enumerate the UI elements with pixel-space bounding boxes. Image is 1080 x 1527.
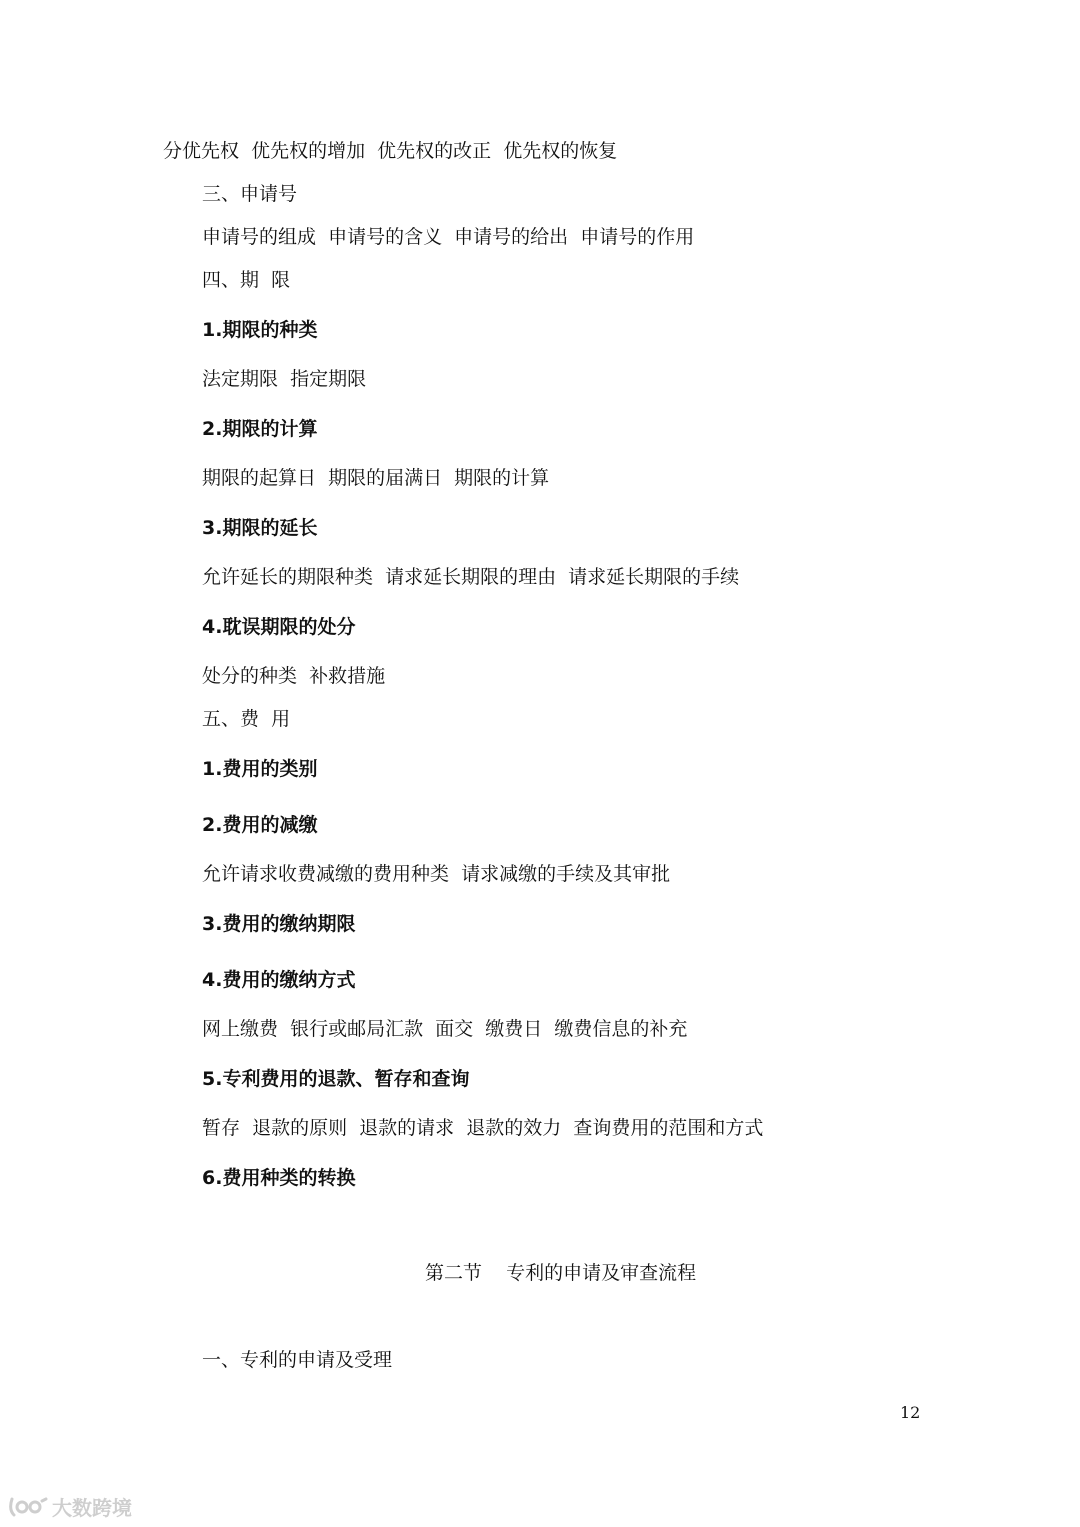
- text-line: 允许请求收费减缴的费用种类 请求减缴的手续及其审批: [202, 863, 671, 885]
- section-heading: 四、期 限: [202, 269, 291, 291]
- text-line: 处分的种类 补救措施: [202, 665, 386, 687]
- text-line: 暂存 退款的原则 退款的请求 退款的效力 查询费用的范围和方式: [202, 1117, 764, 1139]
- subsection-heading: 2.期限的计算: [202, 418, 318, 440]
- subsection-heading: 3.期限的延长: [202, 517, 318, 539]
- subsection-heading: 1.费用的类别: [202, 758, 318, 780]
- section-heading: 五、费 用: [202, 708, 291, 730]
- brand-logo-icon: [8, 1495, 48, 1519]
- text-line: 期限的起算日 期限的届满日 期限的计算: [202, 467, 550, 489]
- watermark-text: 大数跨境: [52, 1496, 132, 1520]
- subsection-heading: 4.费用的缴纳方式: [202, 969, 356, 991]
- text-line: 分优先权 优先权的增加 优先权的改正 优先权的恢复: [163, 140, 618, 162]
- subsection-heading: 1.期限的种类: [202, 319, 318, 341]
- section-heading: 三、申请号: [202, 183, 298, 205]
- subsection-heading: 5.专利费用的退款、暂存和查询: [202, 1068, 470, 1090]
- text-line: 网上缴费 银行或邮局汇款 面交 缴费日 缴费信息的补充: [202, 1018, 688, 1040]
- page-number: 12: [900, 1403, 921, 1422]
- chapter-subheading: 一、专利的申请及受理: [202, 1349, 393, 1371]
- text-line: 允许延长的期限种类 请求延长期限的理由 请求延长期限的手续: [202, 566, 740, 588]
- subsection-heading: 3.费用的缴纳期限: [202, 913, 356, 935]
- subsection-heading: 4.耽误期限的处分: [202, 616, 356, 638]
- section-title: 第二节 专利的申请及审查流程: [425, 1262, 697, 1284]
- watermark: [8, 1492, 132, 1521]
- text-line: 法定期限 指定期限: [202, 368, 367, 390]
- subsection-heading: 2.费用的减缴: [202, 814, 318, 836]
- subsection-heading: 6.费用种类的转换: [202, 1167, 356, 1189]
- text-line: 申请号的组成 申请号的含义 申请号的给出 申请号的作用: [202, 226, 695, 248]
